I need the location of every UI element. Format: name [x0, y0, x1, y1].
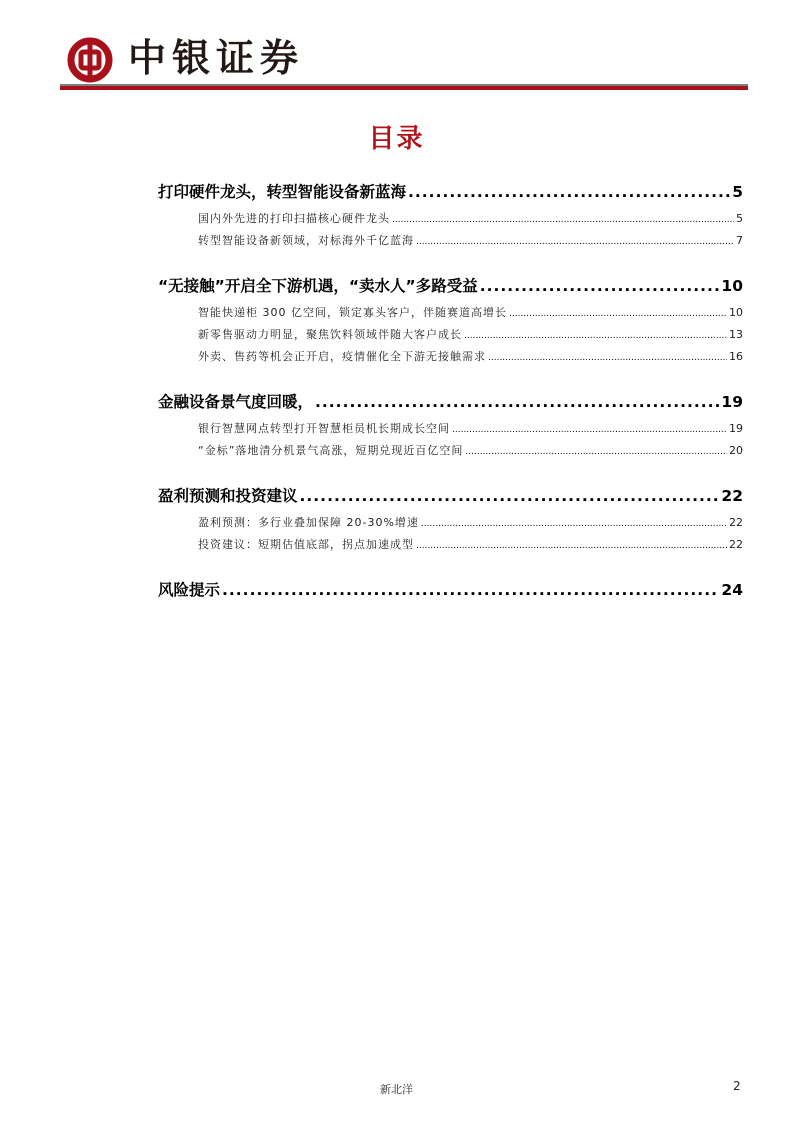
toc-leader-dots: [222, 581, 719, 599]
footer-company: 新北洋: [380, 1083, 413, 1096]
toc-item-title: 外卖、售药等机会正开启，疫情催化全下游无接触需求: [198, 350, 486, 363]
toc-item-page: 19: [729, 422, 743, 435]
toc-item[interactable]: [198, 232, 743, 254]
toc-item-title: “金标”落地清分机景气高涨，短期兑现近百亿空间: [198, 444, 464, 457]
toc-leader-dots: [480, 277, 720, 295]
toc-item-title: 转型智能设备新领域，对标海外千亿蓝海: [198, 234, 414, 247]
toc-leader-dots: [416, 237, 734, 247]
toc-leader-dots: [488, 353, 727, 363]
toc-item-page: 16: [729, 350, 743, 363]
toc-item-page: 13: [729, 328, 743, 341]
toc-item[interactable]: [198, 348, 743, 370]
toc-section-title: 金融设备景气度回暖，: [158, 393, 314, 411]
toc-leader-dots: [465, 447, 727, 457]
toc-section-title: “无接触”开启全下游机遇，“卖水人”多路受益: [158, 277, 478, 295]
toc-item-page: 7: [736, 234, 743, 247]
toc-item[interactable]: [198, 536, 743, 558]
toc-leader-dots: [408, 183, 730, 201]
toc-item-title: 国内外先进的打印扫描核心硬件龙头: [198, 212, 390, 225]
toc-item-page: 5: [736, 212, 743, 225]
toc-section-page: 22: [721, 487, 743, 505]
toc-leader-dots: [392, 215, 734, 225]
table-of-contents: [158, 180, 743, 608]
toc-section-5[interactable]: [158, 578, 743, 604]
toc-section-title: 风险提示: [158, 581, 221, 599]
toc-leader-dots: [315, 393, 719, 411]
toc-leader-dots: [509, 309, 727, 319]
toc-section-title: 打印硬件龙头，转型智能设备新蓝海: [158, 183, 407, 201]
toc-section-1[interactable]: [158, 180, 743, 206]
toc-section-page: 5: [732, 183, 743, 201]
toc-leader-dots: [452, 425, 727, 435]
toc-leader-dots: [464, 331, 727, 341]
toc-item-page: 20: [729, 444, 743, 457]
toc-section-4[interactable]: [158, 484, 743, 510]
bank-of-china-logo-icon: [66, 36, 114, 84]
toc-leader-dots: [421, 519, 727, 529]
toc-item[interactable]: [198, 304, 743, 326]
toc-section-page: 10: [721, 277, 743, 295]
toc-section-title: 盈利预测和投资建议: [158, 487, 298, 505]
toc-section-3[interactable]: [158, 390, 743, 416]
toc-item-page: 22: [729, 538, 743, 551]
toc-item-title: 智能快递柜 300 亿空间，锁定寡头客户，伴随赛道高增长: [198, 306, 507, 319]
toc-leader-dots: [416, 541, 727, 551]
toc-item-title: 盈利预测：多行业叠加保障 20-30%增速: [198, 516, 419, 529]
toc-title: 目录: [368, 124, 425, 154]
toc-section-page: 24: [721, 581, 743, 599]
toc-item-page: 22: [729, 516, 743, 529]
toc-item-title: 银行智慧网点转型打开智慧柜员机长期成长空间: [198, 422, 450, 435]
toc-item[interactable]: [198, 442, 743, 464]
toc-item-page: 10: [729, 306, 743, 319]
toc-item-title: 投资建议：短期估值底部，拐点加速成型: [198, 538, 414, 551]
toc-leader-dots: [300, 487, 720, 505]
toc-section-page: 19: [721, 393, 743, 411]
header-rule-red: [60, 86, 748, 90]
brand-name: 中银证券: [128, 35, 305, 80]
toc-item[interactable]: [198, 420, 743, 442]
footer-page-number: 2: [733, 1079, 741, 1093]
toc-item-title: 新零售驱动力明显，聚焦饮料领域伴随大客户成长: [198, 328, 462, 341]
toc-item[interactable]: [198, 210, 743, 232]
toc-item[interactable]: [198, 326, 743, 348]
toc-item[interactable]: [198, 514, 743, 536]
toc-section-2[interactable]: [158, 274, 743, 300]
